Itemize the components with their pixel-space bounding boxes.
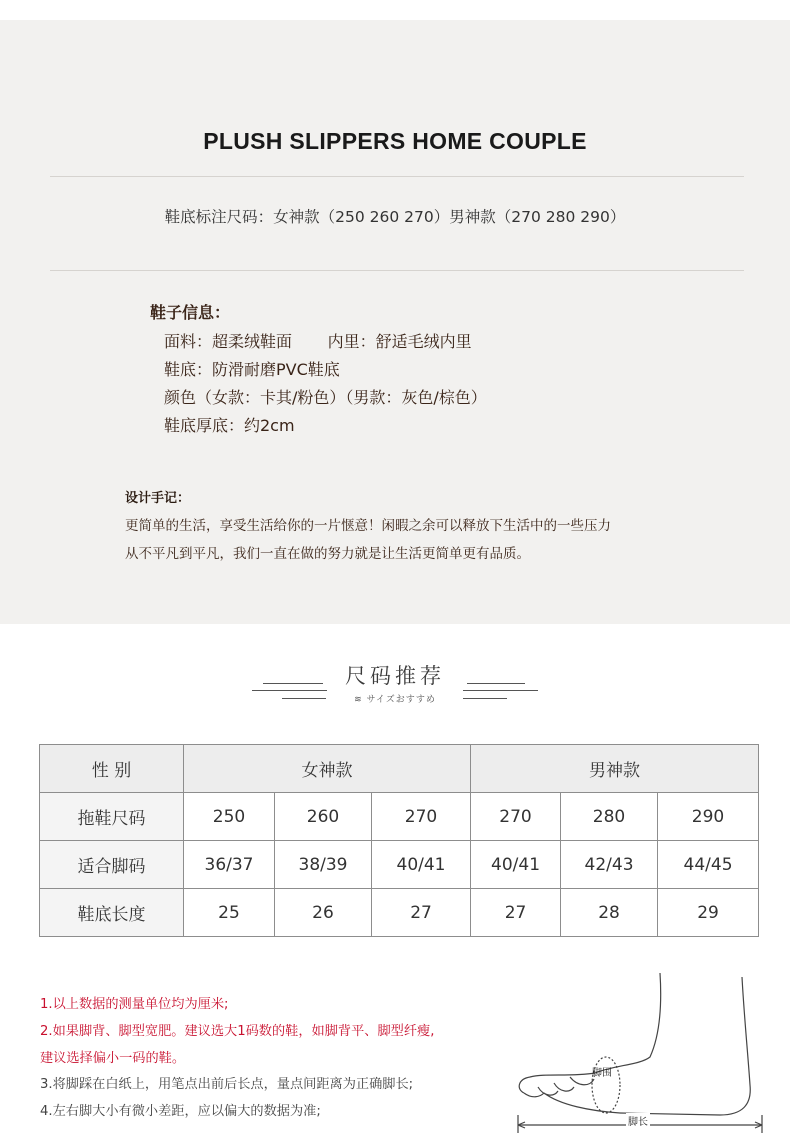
table-header-row — [40, 745, 759, 793]
size-recommendation-title: 尺码推荐 — [345, 664, 445, 688]
table-cell: 290 — [658, 793, 759, 841]
table-cell: 27 — [372, 889, 471, 937]
divider-top — [50, 176, 744, 177]
design-notes-line-1: 更简单的生活，享受生活给你的一片惬意！闲暇之余可以释放下生活中的一些压力 — [125, 518, 611, 534]
table-cell: 260 — [275, 793, 372, 841]
gender-label-cell: 性 别 — [40, 745, 184, 793]
table-cell: 270 — [372, 793, 471, 841]
table-cell: 29 — [658, 889, 759, 937]
shoe-info-color: 颜色（女款：卡其/粉色）（男款：灰色/棕色） — [164, 388, 487, 407]
table-cell: 250 — [184, 793, 275, 841]
shoe-info-material: 面料：超柔绒鞋面 内里：舒适毛绒内里 — [164, 332, 472, 351]
deco-line-right-mid — [463, 690, 538, 691]
note-2: 2.如果脚背、脚型宽肥。建议选大1码数的鞋，如脚背平、脚型纤瘦, — [40, 1024, 435, 1039]
note-2-continued: 建议选择偏小一码的鞋。 — [40, 1051, 186, 1066]
size-recommendation-subtitle: ≋ サイズおすすめ — [354, 695, 436, 705]
product-title: PLUSH SLIPPERS HOME COUPLE — [203, 128, 587, 154]
design-notes-line-2: 从不平凡到平凡，我们一直在做的努力就是让生活更简单更有品质。 — [125, 546, 530, 562]
sole-size-label: 鞋底标注尺码：女神款（250 260 270）男神款（270 280 290） — [164, 208, 626, 226]
foot-girth-label: 脚围 — [592, 1068, 612, 1079]
shoe-info-thickness: 鞋底厚底：约2cm — [164, 416, 295, 435]
table-cell: 280 — [561, 793, 658, 841]
table-row — [40, 793, 759, 841]
female-style-header: 女神款 — [184, 745, 471, 793]
table-cell: 40/41 — [471, 841, 561, 889]
table-row — [40, 889, 759, 937]
divider-bottom — [50, 270, 744, 271]
design-notes-heading: 设计手记： — [125, 491, 191, 506]
table-cell: 42/43 — [561, 841, 658, 889]
row-label: 适合脚码 — [40, 841, 184, 889]
size-table — [39, 744, 759, 937]
note-3: 3.将脚踩在白纸上，用笔点出前后长点，量点间距离为正确脚长; — [40, 1077, 414, 1092]
shoe-info-heading: 鞋子信息： — [150, 303, 231, 322]
table-row — [40, 841, 759, 889]
foot-outline-icon — [510, 965, 780, 1135]
male-style-header: 男神款 — [471, 745, 759, 793]
shoe-info-sole: 鞋底：防滑耐磨PVC鞋底 — [164, 360, 340, 379]
note-1: 1.以上数据的测量单位均为厘米; — [40, 997, 229, 1012]
table-cell: 270 — [471, 793, 561, 841]
table-cell: 27 — [471, 889, 561, 937]
deco-line-left-mid — [252, 690, 327, 691]
row-label: 拖鞋尺码 — [40, 793, 184, 841]
table-cell: 38/39 — [275, 841, 372, 889]
table-cell: 36/37 — [184, 841, 275, 889]
table-cell: 44/45 — [658, 841, 759, 889]
note-4: 4.左右脚大小有微小差距，应以偏大的数据为准; — [40, 1104, 321, 1119]
table-cell: 40/41 — [372, 841, 471, 889]
foot-length-label: 脚长 — [626, 1113, 650, 1128]
row-label: 鞋底长度 — [40, 889, 184, 937]
table-cell: 26 — [275, 889, 372, 937]
foot-measurement-diagram — [510, 965, 780, 1135]
table-cell: 28 — [561, 889, 658, 937]
wave-icon: ≋ — [354, 695, 367, 705]
table-cell: 25 — [184, 889, 275, 937]
